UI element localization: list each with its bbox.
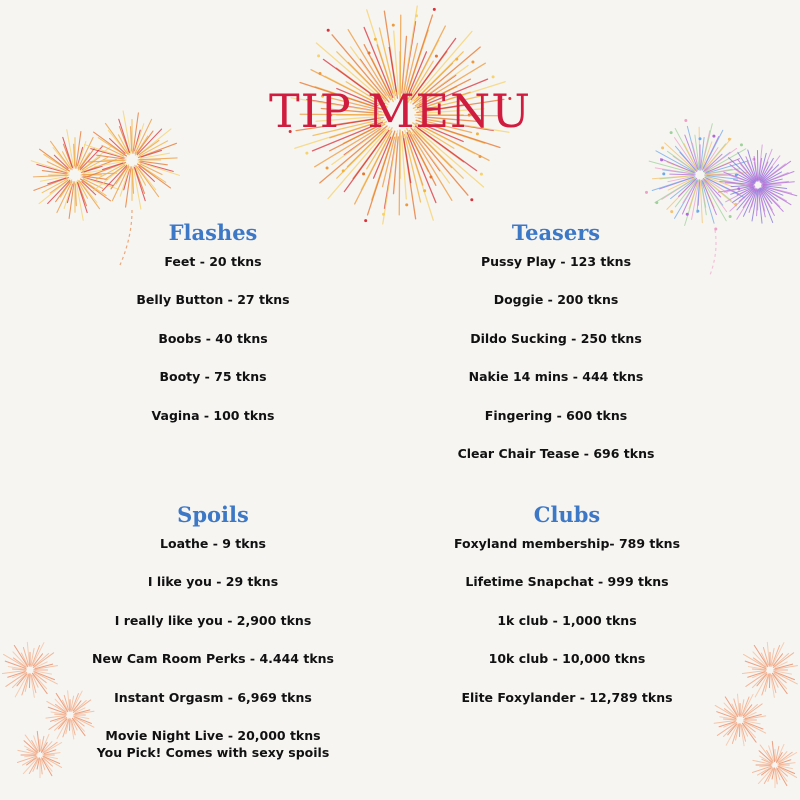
menu-item: Vagina - 100 tkns [151,407,275,423]
menu-item: Loathe - 9 tkns [160,536,266,551]
menu-item: 1k club - 1,000 tkns [497,612,637,628]
item-list [63,535,363,765]
menu-item: New Cam Room Perks - 4.444 tkns [92,651,334,667]
menu-item: Dildo Sucking - 250 tkns [470,330,642,346]
item-list [406,253,706,483]
menu-item: Foxyland membership- 789 tkns [453,536,681,551]
menu-item: I really like you - 2,900 tkns [114,612,312,628]
item-list [417,535,717,727]
menu-item: Elite Foxylander - 12,789 tkns [461,689,673,705]
menu-item: Booty - 75 tkns [159,369,267,385]
section-clubs [417,502,717,727]
menu-item: Lifetime Snapchat - 999 tkns [465,574,669,590]
menu-item: Boobs - 40 tkns [158,330,268,346]
page-title: TIP MENU [268,84,532,138]
section-flashes [63,220,363,445]
menu-item: Nakie 14 mins - 444 tkns [468,369,644,385]
menu-item [63,727,363,765]
item-list [63,253,363,445]
section-heading: Flashes [168,220,258,245]
menu-item: Clear Chair Tease - 696 tkns [457,445,655,461]
menu-item: Belly Button - 27 tkns [136,292,290,308]
menu-item: 10k club - 10,000 tkns [488,651,646,667]
section-heading: Clubs [533,502,601,527]
menu-item-subtext: You Pick! Comes with sexy spoils [96,744,330,760]
menu-item: Instant Orgasm - 6,969 tkns [114,689,312,705]
menu-item: Feet - 20 tkns [164,254,262,269]
menu-item: Doggie - 200 tkns [493,292,619,308]
menu-item-text: Movie Night Live - 20,000 tkns [105,727,321,743]
menu-item: I like you - 29 tkns [147,574,279,590]
section-heading: Spoils [177,502,249,527]
section-heading: Teasers [511,220,601,245]
menu-item: Pussy Play - 123 tkns [480,254,632,269]
section-spoils [63,502,363,765]
menu-item: Fingering - 600 tkns [484,407,628,423]
section-teasers [406,220,706,483]
